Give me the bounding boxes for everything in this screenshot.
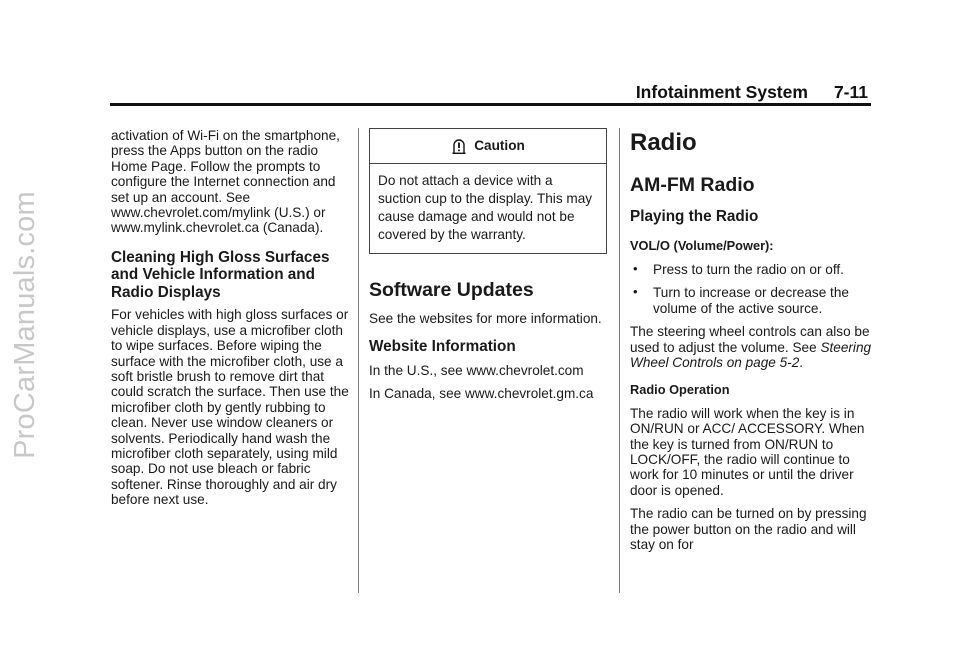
bullet-icon: •: [633, 284, 638, 300]
list-item: [630, 262, 872, 277]
column-divider-2: [619, 128, 620, 593]
column-1: [111, 128, 355, 516]
steering-paragraph: [630, 324, 872, 370]
power-icon: O: [659, 237, 670, 253]
intro-paragraph: activation of Wi-Fi on the smartphone, press the Apps button on the radio Home Page. Follow the prompts to configure the Internet connection and set up an account. See www.chevrolet.com/mylink (U.S.) or www.mylink.chevrolet.ca (Canada).: [111, 128, 340, 236]
caution-box: [369, 128, 607, 254]
radio-operation-heading: Radio Operation: [630, 382, 730, 398]
column-divider-1: [358, 128, 359, 593]
header-rule: [110, 103, 871, 106]
page-header: [110, 78, 870, 104]
caution-icon: [451, 137, 467, 155]
caution-text: Do not attach a device with a suction cup to the display. This may cause damage and would not be covered by the warranty.: [378, 173, 593, 242]
bullet-icon: •: [633, 260, 638, 276]
page-number: 7-11: [833, 82, 868, 102]
header-text: [636, 82, 868, 103]
radio-heading: Radio: [630, 129, 697, 156]
section-title: Infotainment System: [635, 82, 808, 102]
software-updates-heading: Software Updates: [369, 279, 534, 301]
list-item: [630, 285, 872, 316]
caution-title: Caution: [474, 138, 525, 154]
steering-end: .: [799, 354, 804, 370]
vol-suffix: (Volume/Power):: [670, 237, 774, 253]
cleaning-paragraph: For vehicles with high gloss surfaces or vehicle displays, use a microfiber cloth to wipe surfaces. Before wiping the surface with the microfiber cloth, use a soft bristle brush to remove dirt that could scratch the surface. Then use the microfiber cloth by gently rubbing to clean. Never use window cleaners or solvents. Periodically hand wash the microfiber cloth separately, using mild soap. Do not use bleach or fabric softener. Rinse thoroughly and air dry before next use.: [111, 307, 349, 508]
playing-heading: Playing the Radio: [630, 208, 759, 225]
steering-text: The steering wheel controls can also be used to adjust the volume. See: [630, 324, 870, 355]
cleaning-heading: Cleaning High Gloss Surfaces and Vehicle Information and Radio Displays: [111, 248, 330, 301]
radio-operation-paragraph: The radio will work when the key is in ON/RUN or ACC/ ACCESSORY. When the key is turned from ON/RUN to LOCK/OFF, the radio will continue to work for 10 minutes or until the driver door is opened.: [630, 405, 865, 498]
power-paragraph: The radio can be turned on by pressing the power button on the radio and will stay on for: [630, 506, 867, 552]
bullet-text: Turn to increase or decrease the volume of the active source.: [653, 285, 849, 316]
vol-bullets: [630, 262, 872, 316]
software-paragraph: See the websites for more information.: [369, 311, 602, 326]
bullet-text: Press to turn the radio on or off.: [653, 261, 844, 277]
steering-reference-link[interactable]: Steering Wheel Controls on page 5-2: [630, 339, 872, 370]
canada-website-paragraph: In Canada, see www.chevrolet.gm.ca: [369, 386, 594, 402]
vol-power-label: [630, 238, 872, 253]
website-info-heading: Website Information: [369, 338, 516, 356]
watermark: ProCarManuals.com: [9, 191, 41, 459]
vol-prefix: VOL/: [630, 237, 660, 253]
us-website-paragraph: In the U.S., see www.chevrolet.com: [369, 362, 584, 378]
column-3: [630, 128, 872, 560]
caution-header: [370, 129, 606, 164]
column-2: [369, 128, 609, 410]
amfm-heading: AM-FM Radio: [630, 174, 755, 196]
